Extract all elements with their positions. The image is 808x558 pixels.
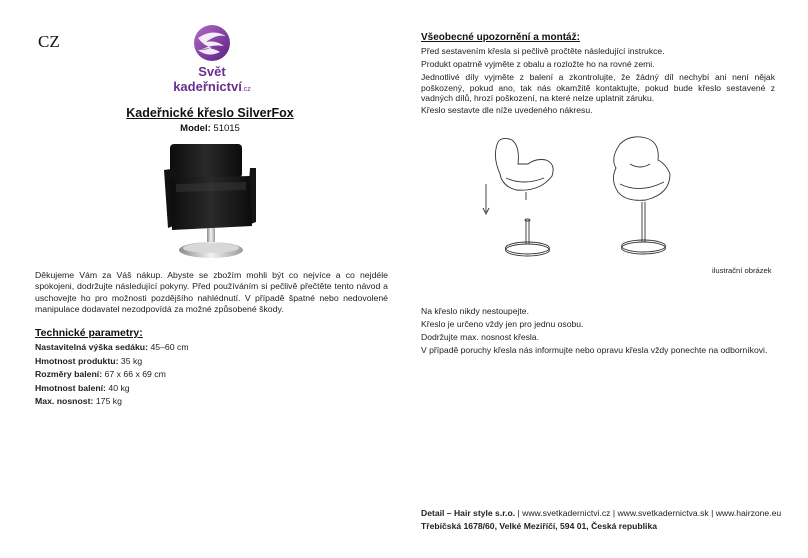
spec-row: Nastavitelná výška sedáku: 45–60 cm <box>35 342 189 352</box>
logo-wordmark: Svět kadeřnictví.cz <box>173 64 251 94</box>
safety-notes <box>421 305 767 357</box>
brand-logo <box>160 24 264 94</box>
safety-item: Na křeslo nikdy nestoupejte. <box>421 306 529 316</box>
notice-paragraph: Produkt opatrně vyjměte z obalu a rozložte ho na rovné zemi. <box>421 59 655 69</box>
language-code: CZ <box>38 32 60 51</box>
footer-sites: | www.svetkadernictvi.cz | www.svetkadernictva.sk | www.hairzone.eu <box>515 508 782 518</box>
notice-heading: Všeobecné upozornění a montáž: <box>421 32 580 43</box>
chair-photo <box>160 138 260 262</box>
model-label: Model: <box>180 123 211 134</box>
spec-row: Hmotnost produktu: 35 kg <box>35 355 143 366</box>
footer-company-line <box>421 508 781 518</box>
tech-params-list <box>35 341 189 409</box>
illustration-caption: ilustrační obrázek <box>712 266 772 275</box>
intro-paragraph: Děkujeme Vám za Váš nákup. Abyste se zbožím mohli být co nejvíce a co nejdéle spokojeni, dodržujte následující pokyny. Před používáním si pečlivě přečtěte tento návod a uschovejte ho pro možnosti pozdějšího nahlédnutí. V případě špatné nebo nedovolené manipulace dodavatel nezodpovídá za možné způsobené škody. <box>35 270 388 314</box>
notice-paragraph: Jednotlivé díly vyjměte z balení a zkontrolujte, že žádný díl nechybí ani není nějak poškozený, pokud ano, tak nás okamžitě kontaktujte, pokud bude křeslo sestavené z vadných dílů, hrozí poškození, na které nelze uplatnit záruku. <box>421 72 775 104</box>
product-model <box>0 123 420 134</box>
footer-company: Detail – Hair style s.r.o. <box>421 508 516 518</box>
logo-swirl-icon <box>160 24 264 64</box>
safety-item: Křeslo je určeno vždy jen pro jednu osobu. <box>421 319 584 329</box>
safety-item: Dodržujte max. nosnost křesla. <box>421 332 539 342</box>
tech-params-heading: Technické parametry: <box>35 327 143 339</box>
notice-paragraph: Křeslo sestavte dle níže uvedeného nákresu. <box>421 105 593 115</box>
footer-address: Třebíčská 1678/60, Velké Meziříčí, 594 01, Česká republika <box>421 521 658 531</box>
product-title: Kadeřnické křeslo SilverFox <box>126 106 294 120</box>
safety-item: V případě poruchy křesla nás informujte nebo opravu křesla vždy ponechte na odborníkovi. <box>421 345 768 355</box>
spec-row: Max. nosnost: 175 kg <box>35 396 122 406</box>
notice-paragraph: Před sestavením křesla si pečlivě pročtěte následující instrukce. <box>421 46 665 56</box>
spec-row: Rozměry balení: 67 x 66 x 69 cm <box>35 369 166 379</box>
model-value: 51015 <box>213 123 240 134</box>
spec-row: Hmotnost balení: 40 kg <box>35 382 130 393</box>
assembly-illustration <box>480 134 690 264</box>
